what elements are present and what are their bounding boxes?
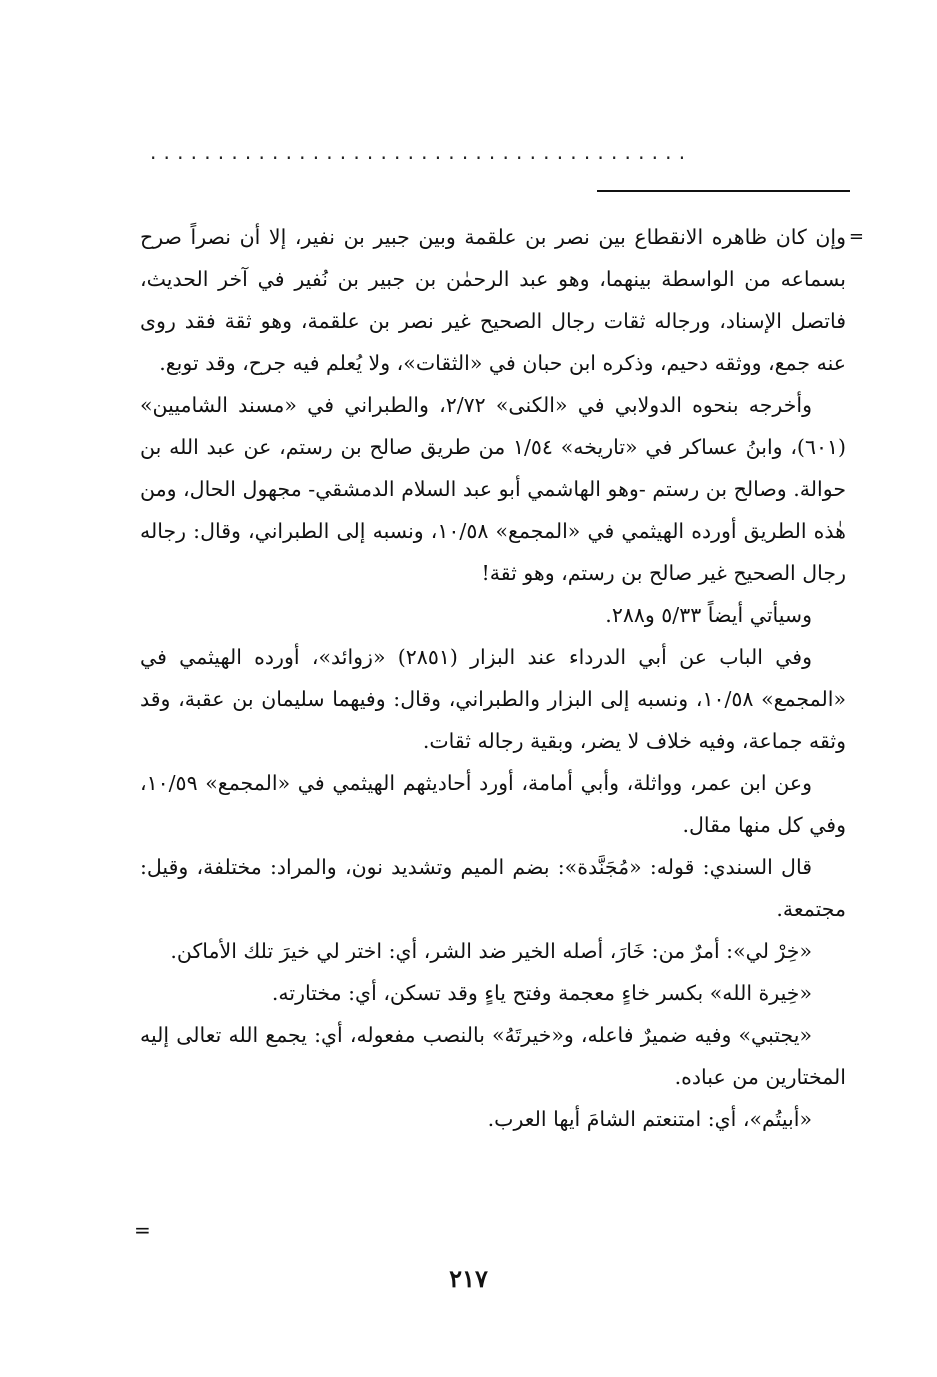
page-number: ٢١٧ (449, 1264, 488, 1293)
paragraph-khirat-allah: «خِيرة الله» بكسر خاءٍ معجمة وفتح ياءٍ وقد تسكن، أي: مختارته. (271, 981, 812, 1005)
footnote-rule (597, 190, 850, 192)
continuation-mark-end: = (134, 1218, 151, 1242)
continuation-mark-start: = (848, 226, 864, 247)
separator-dots: ........................................ (150, 140, 693, 164)
paragraph-yajtabi: «يجتبي» وفيه ضميرٌ فاعله، و«خيرتَهُ» بالنصب مفعوله، أي: يجمع الله تعالى إليه المختارين من عباده. (140, 1023, 846, 1089)
paragraph-takhrij: وأخرجه بنحوه الدولابي في «الكنى» ٢/٧٢، والطبراني في «مسند الشاميين» (٦٠١)، وابنُ عساكر في «تاريخه» ١/٥٤ من طريق صالح بن رستم، عن عبد الله بن حوالة. وصالح بن رستم -وهو الهاشمي أبو عبد السلام الدمشقي- مجهول الحال، ومن هٰذه الطريق أورده الهيثمي في «المجمع» ١٠/٥٨، ونسبه إلى الطبراني، وقال: رجاله رجال الصحيح غير صالح بن رستم، وهو ثقة! (140, 393, 846, 585)
paragraph-abu-darda: وفي الباب عن أبي الدرداء عند البزار (٢٨٥١) «زوائد»، أورده الهيثمي في «المجمع» ١٠/٥٨، ونسبه إلى البزار والطبراني، وقال: وفيهما سليمان بن عقبة، وقد وثقه جماعة، وفيه خلاف لا يضر، وبقية رجاله ثقات. (140, 645, 846, 753)
paragraph-text: وإن كان ظاهره الانقطاع بين نصر بن علقمة وبين جبير بن نفير، إلا أن نصراً صرح بسماعه من الواسطة بينهما، وهو عبد الرحمٰن بن جبير بن نُفير في آخر الحديث، فاتصل الإسناد، ورجاله ثقات رجال الصحيح غير نصر بن علقمة، وهو ثقة فقد روى عنه جمع، ووثقه دحيم، وذكره ابن حبان في «الثقات»، ولا يُعلم فيه جرح، وقد توبع. (140, 225, 846, 375)
paragraph-sindi: قال السندي: قوله: «مُجَنَّدة»: بضم الميم وتشديد نون، والمراد: مختلفة، وقيل: مجتمعة. (140, 855, 846, 921)
paragraph-khir-li: «خِرْ لي»: أمرٌ من: خَارَ، أصله الخير ضد الشر، أي: اختر لي خيرَ تلك الأماكن. (170, 939, 812, 963)
paragraph-continuation (140, 216, 864, 384)
paragraph-abaytum: «أبيتُم»، أي: امتنعتم الشامَ أيها العرب. (487, 1107, 812, 1131)
paragraph-other-narrations: وعن ابن عمر، وواثلة، وأبي أمامة، أورد أحاديثهم الهيثمي في «المجمع» ١٠/٥٩، وفي كل منها مقال. (140, 771, 846, 837)
footnote-text (140, 216, 864, 1140)
paragraph-cross-reference: وسيأتي أيضاً ٥/٣٣ و٢٨٨. (605, 603, 812, 627)
